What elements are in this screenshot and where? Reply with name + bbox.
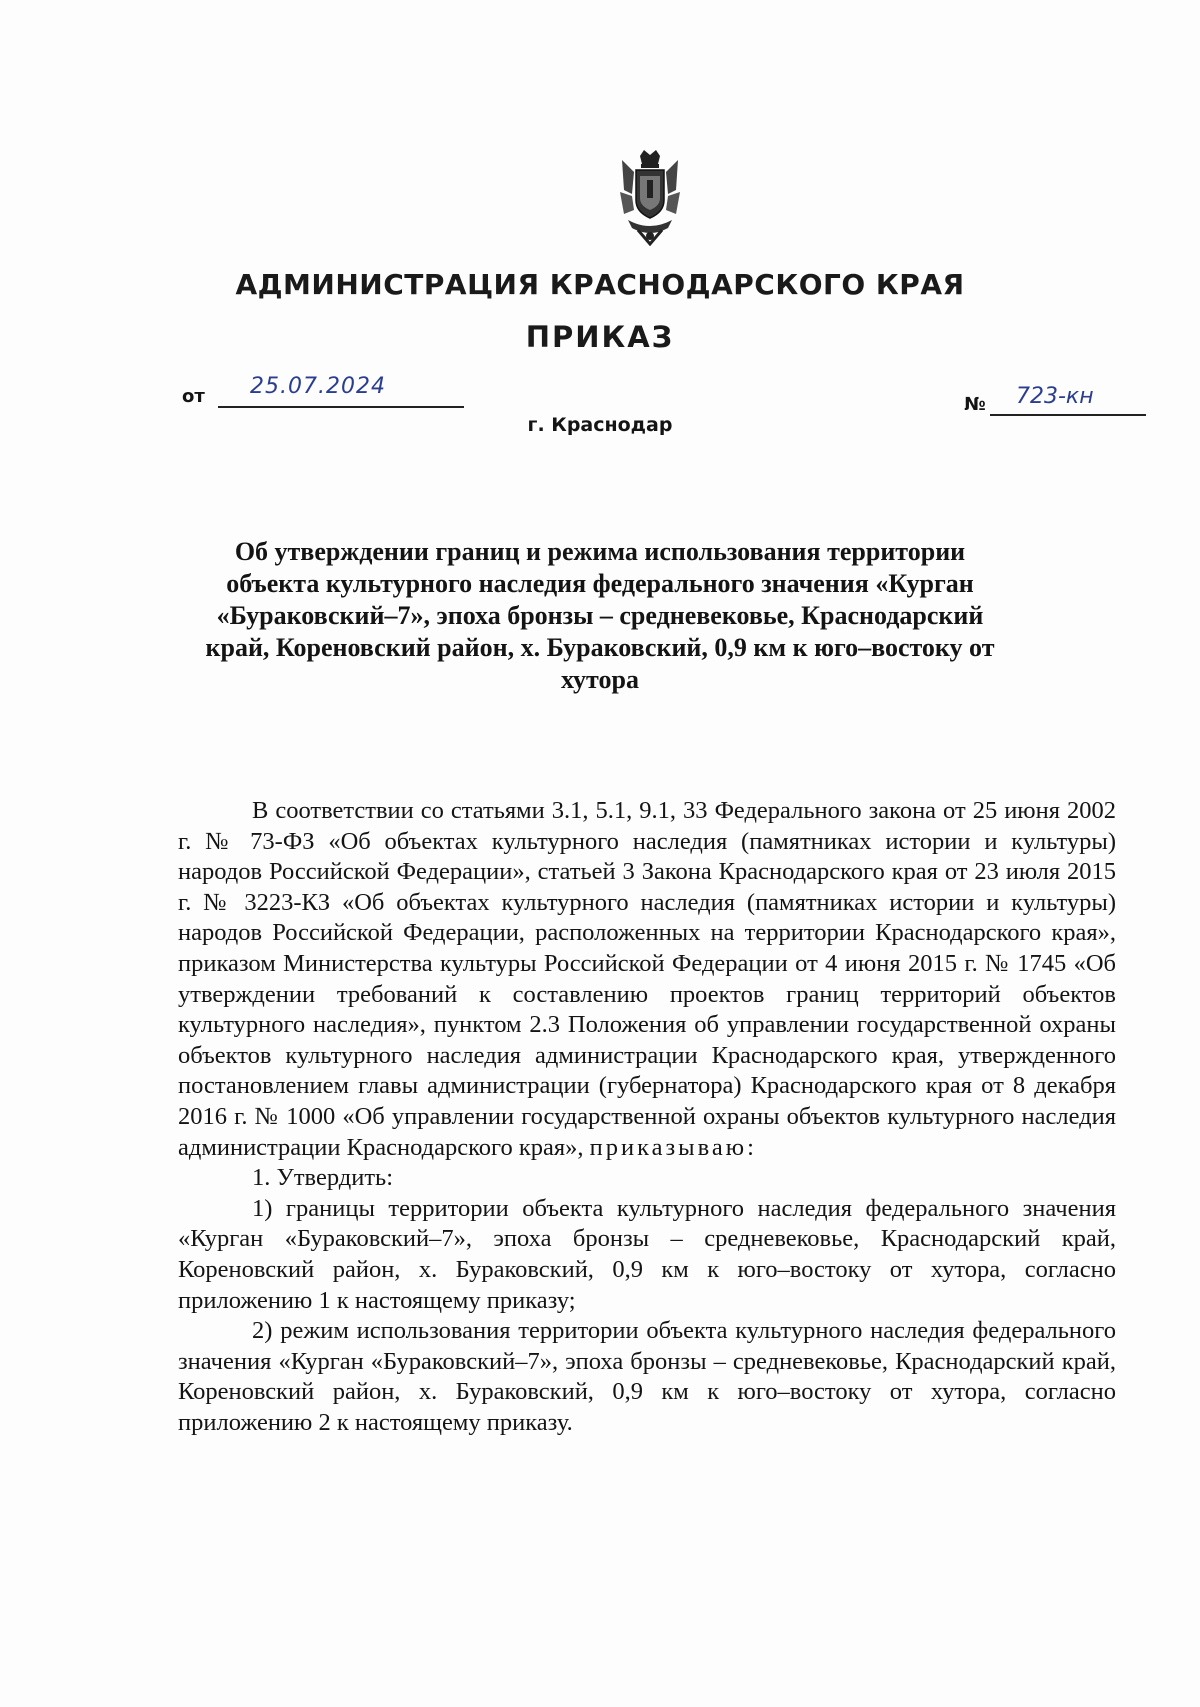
subpoint-2: 2) режим использования территории объекта культурного наследия федерального значения «Курган «Бураковский–7», эпоха бронзы – средневековье, Краснодарский край, Кореновский район, х. Бураковский, 0,9 км к юго–востоку от хутора, согласно приложению 2 к настоящему приказу. xyxy=(178,1317,1116,1436)
document-title: Об утверждении границ и режима использования территории объекта культурного наследия федерального значения «Курган «Бураковский–7», эпоха бронзы – средневековье, Краснодарский край, Кореновский район, х. Бураковский, 0,9 км к юго–востоку от хутора xyxy=(205,537,995,694)
document-type: ПРИКАЗ xyxy=(525,320,675,354)
date-label: от xyxy=(182,386,205,407)
number-label: № xyxy=(964,394,986,415)
city-name: г. Краснодар xyxy=(527,414,673,436)
preamble-text: В соответствии со статьями 3.1, 5.1, 9.1, 33 Федерального закона от 25 июня 2002 г. № 73-ФЗ «Об объектах культурного наследия (памятниках истории и культуры) народов Российской Федерации», статьей 3 Закона Краснодарского края от 23 июля 2015 г. № 3223-КЗ «Об объектах культурного наследия (памятниках истории и культуры) народов Российской Федерации, расположенных на территории Краснодарского края», приказом Министерства культуры Российской Федерации от 4 июня 2015 г. № 1745 «Об утверждении требований к составлению проектов границ территорий объектов культурного наследия», пунктом 2.3 Положения об управлении государственной охраны объектов культурного наследия администрации Краснодарского края, утвержденного постановлением главы администрации (губернатора) Краснодарского края от 8 декабря 2016 г. № 1000 «Об управлении государственной охраны объектов культурного наследия администрации Краснодарского края», xyxy=(178,797,1116,1161)
point-1: 1. Утвердить: xyxy=(252,1164,394,1192)
preamble-paragraph xyxy=(178,796,1116,1163)
subpoint-1: 1) границы территории объекта культурного наследия федерального значения «Курган «Бураковский–7», эпоха бронзы – средневековье, Краснодарский край, Кореновский район, х. Бураковский, 0,9 км к юго–востоку от хутора, согласно приложению 1 к настоящему приказу; xyxy=(178,1194,1116,1314)
date-underline xyxy=(218,406,464,408)
document-body xyxy=(178,796,1116,1438)
number-underline xyxy=(990,414,1146,416)
number-value-handwritten: 723-кн xyxy=(1016,384,1094,409)
order-word: приказываю: xyxy=(589,1133,757,1161)
organization-name: АДМИНИСТРАЦИЯ КРАСНОДАРСКОГО КРАЯ xyxy=(235,268,965,301)
coat-of-arms-icon xyxy=(618,150,682,246)
date-value-handwritten: 25.07.2024 xyxy=(250,374,386,399)
